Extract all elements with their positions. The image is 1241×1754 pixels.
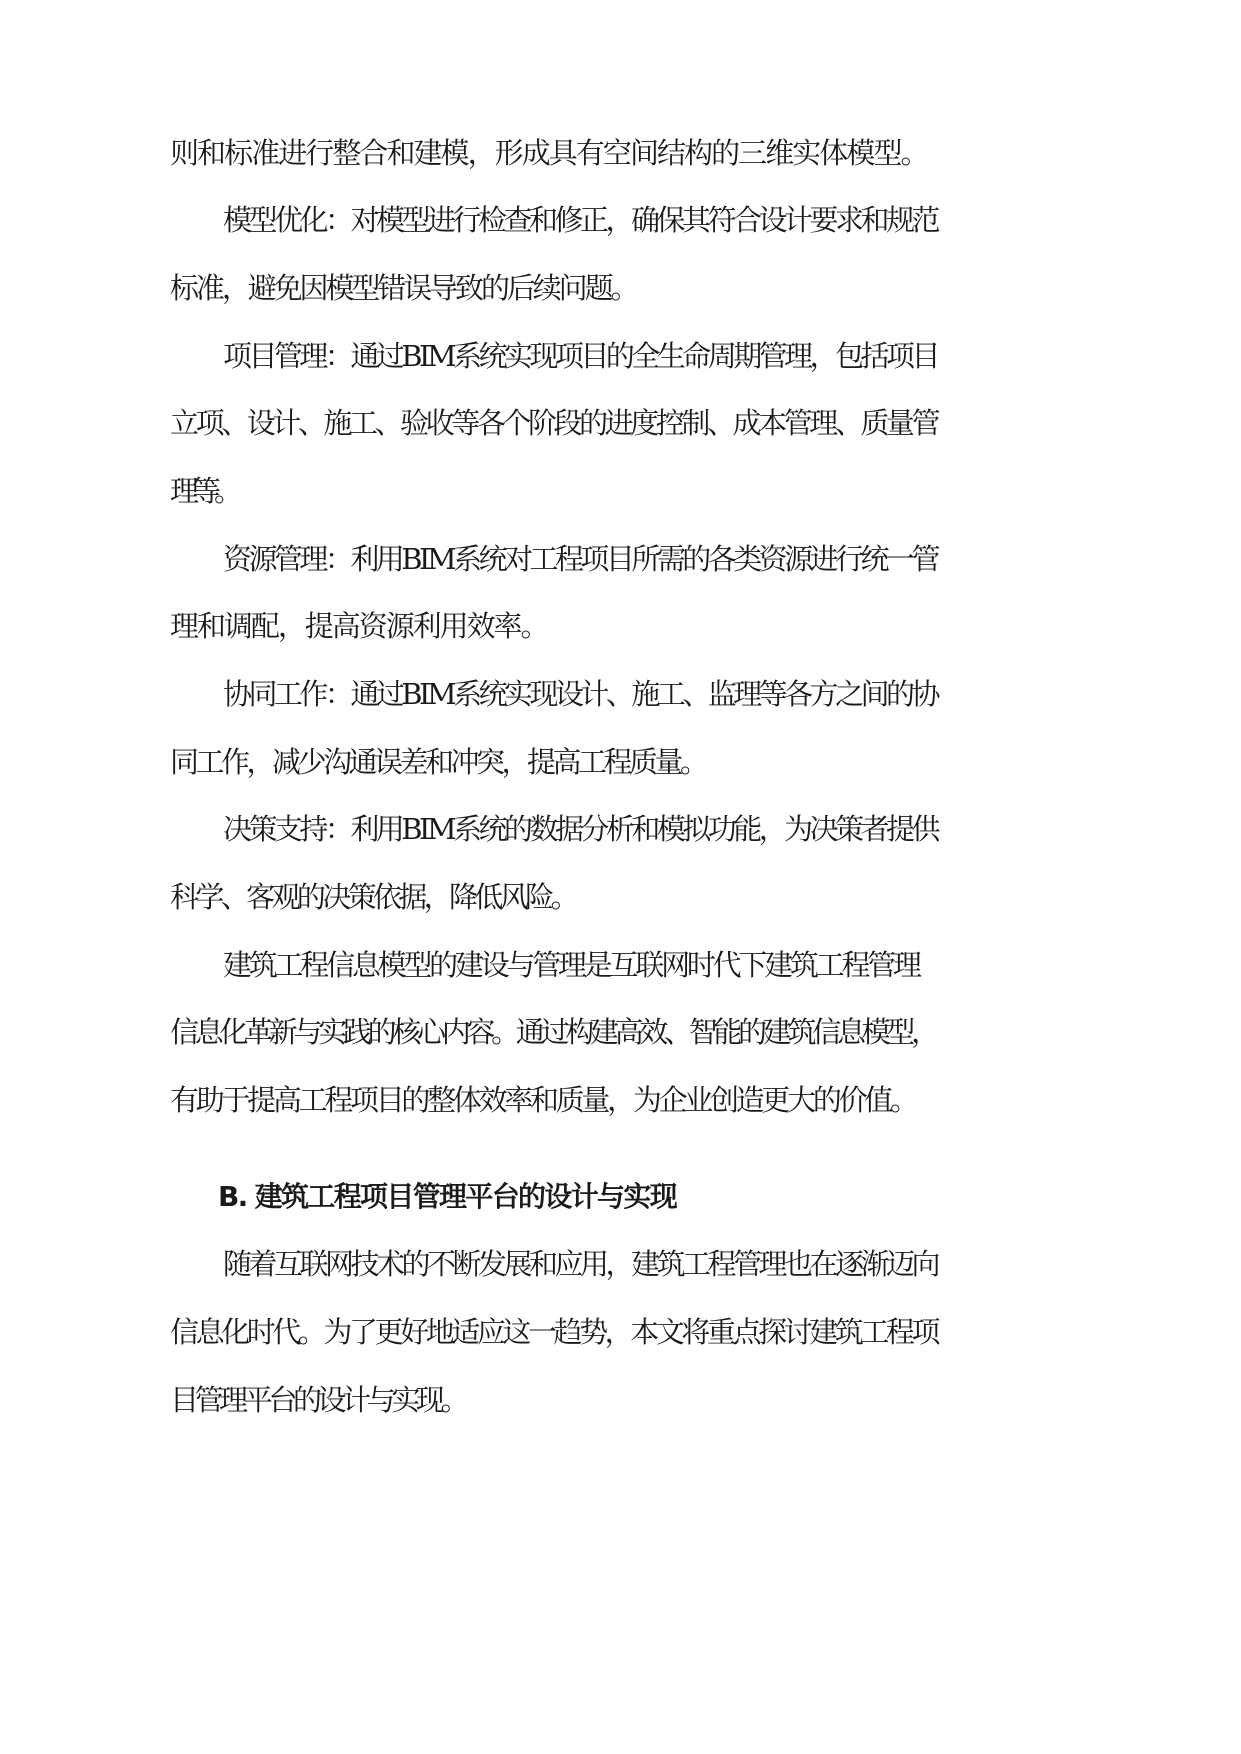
text-line: 同工作，减少沟通误差和冲突，提高工程质量。 (170, 745, 706, 779)
text-line: 信息化革新与实践的核心内容。通过构建高效、智能的建筑信息模型， (170, 1015, 936, 1049)
text-line: 理等。 (170, 474, 237, 508)
text-line: 则和标准进行整合和建模，形成具有空间结构的三维实体模型。 (170, 136, 928, 170)
text-line: 科学、客观的决策依据，降低风险。 (170, 880, 576, 914)
text-line: 资源管理：利用BIM系统对工程项目所需的各类资源进行统一管 (223, 542, 937, 576)
text-line: 项目管理：通过BIM系统实现项目的全生命周期管理，包括项目 (223, 339, 937, 373)
text-line: 理和调配，提高资源利用效率。 (170, 609, 548, 643)
text-line: 决策支持：利用BIM系统的数据分析和模拟功能，为决策者提供 (223, 812, 937, 846)
text-line: 立项、设计、施工、验收等各个阶段的进度控制、成本管理、质量管 (170, 406, 938, 440)
text-line: 有助于提高工程项目的整体效率和质量，为企业创造更大的价值。 (170, 1083, 916, 1117)
text-line: 协同工作：通过BIM系统实现设计、施工、监理等各方之间的协 (223, 677, 937, 711)
section-heading: B. 建筑工程项目管理平台的设计与实现 (218, 1180, 677, 1213)
text-line: 随着互联网技术的不断发展和应用，建筑工程管理也在逐渐迈向 (223, 1247, 938, 1281)
text-line: 模型优化：对模型进行检查和修正，确保其符合设计要求和规范 (223, 203, 938, 237)
text-line: 信息化时代。为了更好地适应这一趋势，本文将重点探讨建筑工程项 (170, 1315, 938, 1349)
text-line: 建筑工程信息模型的建设与管理是互联网时代下建筑工程管理 (223, 948, 919, 982)
text-line: 标准，避免因模型错误导致的后续问题。 (170, 271, 637, 305)
text-line: 目管理平台的设计与实现。 (170, 1383, 466, 1417)
